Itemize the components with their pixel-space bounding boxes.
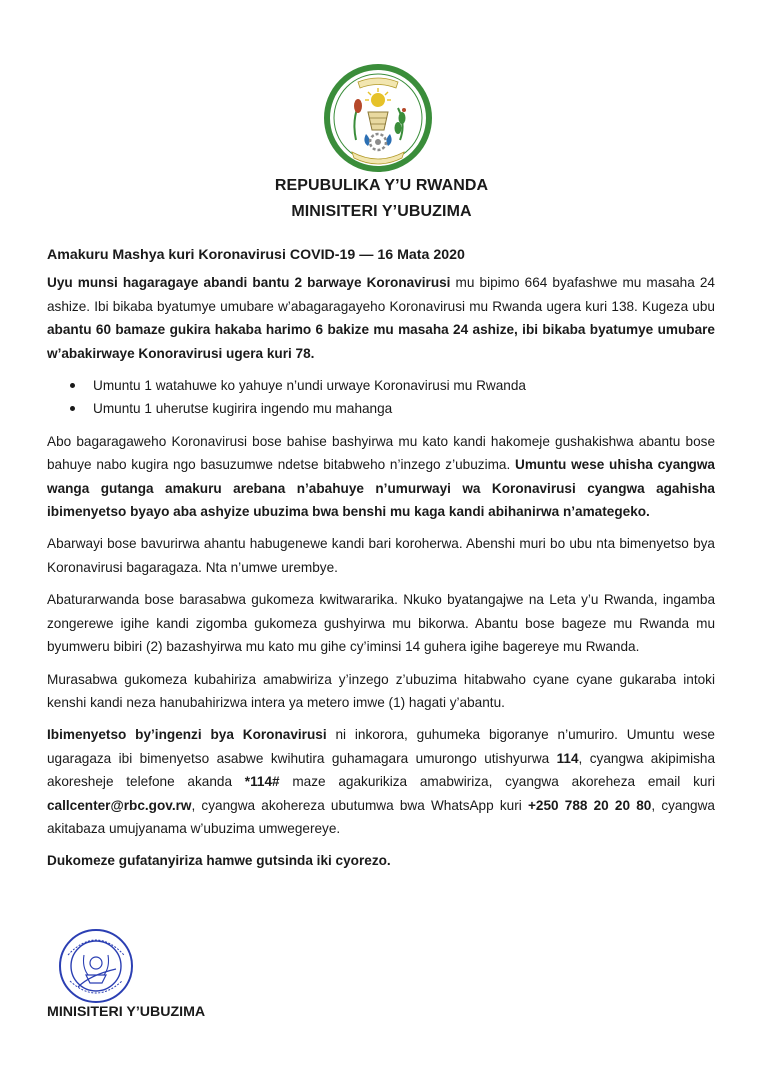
signature-ministry: MINISITERI Y’UBUZIMA bbox=[47, 1004, 206, 1020]
p6-text-1: ni inkorora, guhumeka bigoranye n’umuriro. Umuntu wese ugaragaza ibi bimenyetso asabwe kwihutira guhamagara umurongo utishyurwa bbox=[47, 727, 715, 766]
hotline-number: 114 bbox=[556, 750, 579, 766]
p6-text-5: , cyangwa akitabaza umujyanama w’ubuzima umwegereye. bbox=[47, 797, 715, 836]
ussd-code: *114# bbox=[244, 774, 280, 790]
bullet-list bbox=[47, 374, 715, 421]
list-item: Umuntu 1 uherutse kugirira ingendo mu mahanga bbox=[93, 397, 715, 420]
p2-bold-1: Umuntu wese uhisha cyangwa wanga gutanga amakuru arebana n’abahuye n’umurwayi wa Koronavirusi cyangwa agahisha ibimenyetso byayo aba ashyize ubuzima bwa benshi mu kaga kandi abihanirwa n’amategeko. bbox=[47, 457, 715, 520]
p6-text-3: maze agakurikiza amabwiriza, cyangwa akoreheza email kuri bbox=[279, 774, 715, 790]
whatsapp-number: +250 788 20 20 80 bbox=[527, 797, 652, 813]
paragraph-5: Murasabwa gukomeza kubahiriza amabwiriza y’inzego z’ubuzima hitabwaho cyane cyane gukaraba intoki kenshi kandi neza hanubahirizwa intera ya metero imwe (1) hagati y’abantu. bbox=[47, 671, 715, 710]
email-link[interactable]: callcenter@rbc.gov.rw bbox=[47, 797, 192, 813]
p2-text-1: Abo bagaragaweho Koronavirusi bose bahise bashyirwa mu kato kandi hakomeje gushakishwa abantu bose bahuye nabo kugira ngo basuzumwe ndetse bitabweho n’inzego z’ubuzima. bbox=[47, 433, 715, 473]
list-item: Umuntu 1 watahuwe ko yahuye n’undi urwaye Koronavirusi mu Rwanda bbox=[93, 374, 715, 397]
paragraph-6 bbox=[47, 723, 715, 840]
p6-text-2: , cyangwa akipimisha akoresheje telefone akanda bbox=[47, 750, 716, 790]
p6-bold-1: Ibimenyetso by’ingenzi bya Koronavirusi bbox=[47, 727, 327, 743]
header-republic: REPUBULIKA Y’U RWANDA bbox=[274, 177, 489, 194]
p1-bold-1: Uyu munsi hagaragaye abandi bantu 2 barwaye Koronavirusi bbox=[47, 275, 451, 291]
paragraph-1 bbox=[47, 271, 715, 365]
ministry-stamp-icon bbox=[56, 925, 136, 1007]
paragraph-2 bbox=[47, 430, 715, 524]
paragraph-3: Abarwayi bose bavurirwa ahantu habugenewe kandi bari koroherwa. Abenshi muri bo ubu nta bimenyetso bya Koronavirusi bagaragaza. Nta n’umwe urembye. bbox=[47, 536, 715, 575]
paragraph-4: Abaturarwanda bose barasabwa gukomeza kwitwararika. Nkuko byatangajwe na Leta y’u Rwanda, ingamba zongerewe igihe kandi zigomba gukomeza gushyirwa mu bikorwa. Abantu bose bageze mu Rwanda mu byumweru bibiri (2) bazashyirwa mu kato mu gihe cy’iminsi 14 guhera igihe bagereye mu Rwanda. bbox=[47, 592, 715, 655]
p6-text-4: , cyangwa akohereza ubutumwa bwa WhatsApp kuri bbox=[191, 797, 528, 813]
p1-bold-2: abantu 60 bamaze gukira hakaba harimo 6 bakize mu masaha 24 ashize, ibi bikaba byatumye umubare w’abakirwaye Konoravirusi ugera kuri 78. bbox=[47, 322, 715, 361]
document-body bbox=[47, 244, 715, 882]
p1-text-1: mu bipimo 664 byafashwe mu masaha 24 ashize. Ibi bikaba byatumye umubare w’abagaragayeho Koronavirusi mu Rwanda ugera kuri 138. Kugeza ubu bbox=[47, 275, 715, 314]
rwanda-coat-of-arms-icon bbox=[322, 62, 434, 174]
header-ministry: MINISITERI Y’UBUZIMA bbox=[291, 203, 472, 220]
closing-statement: Dukomeze gufatanyiriza hamwe gutsinda iki cyorezo. bbox=[47, 853, 391, 869]
page-title: Amakuru Mashya kuri Koronavirusi COVID-19 — 16 Mata 2020 bbox=[47, 247, 465, 263]
